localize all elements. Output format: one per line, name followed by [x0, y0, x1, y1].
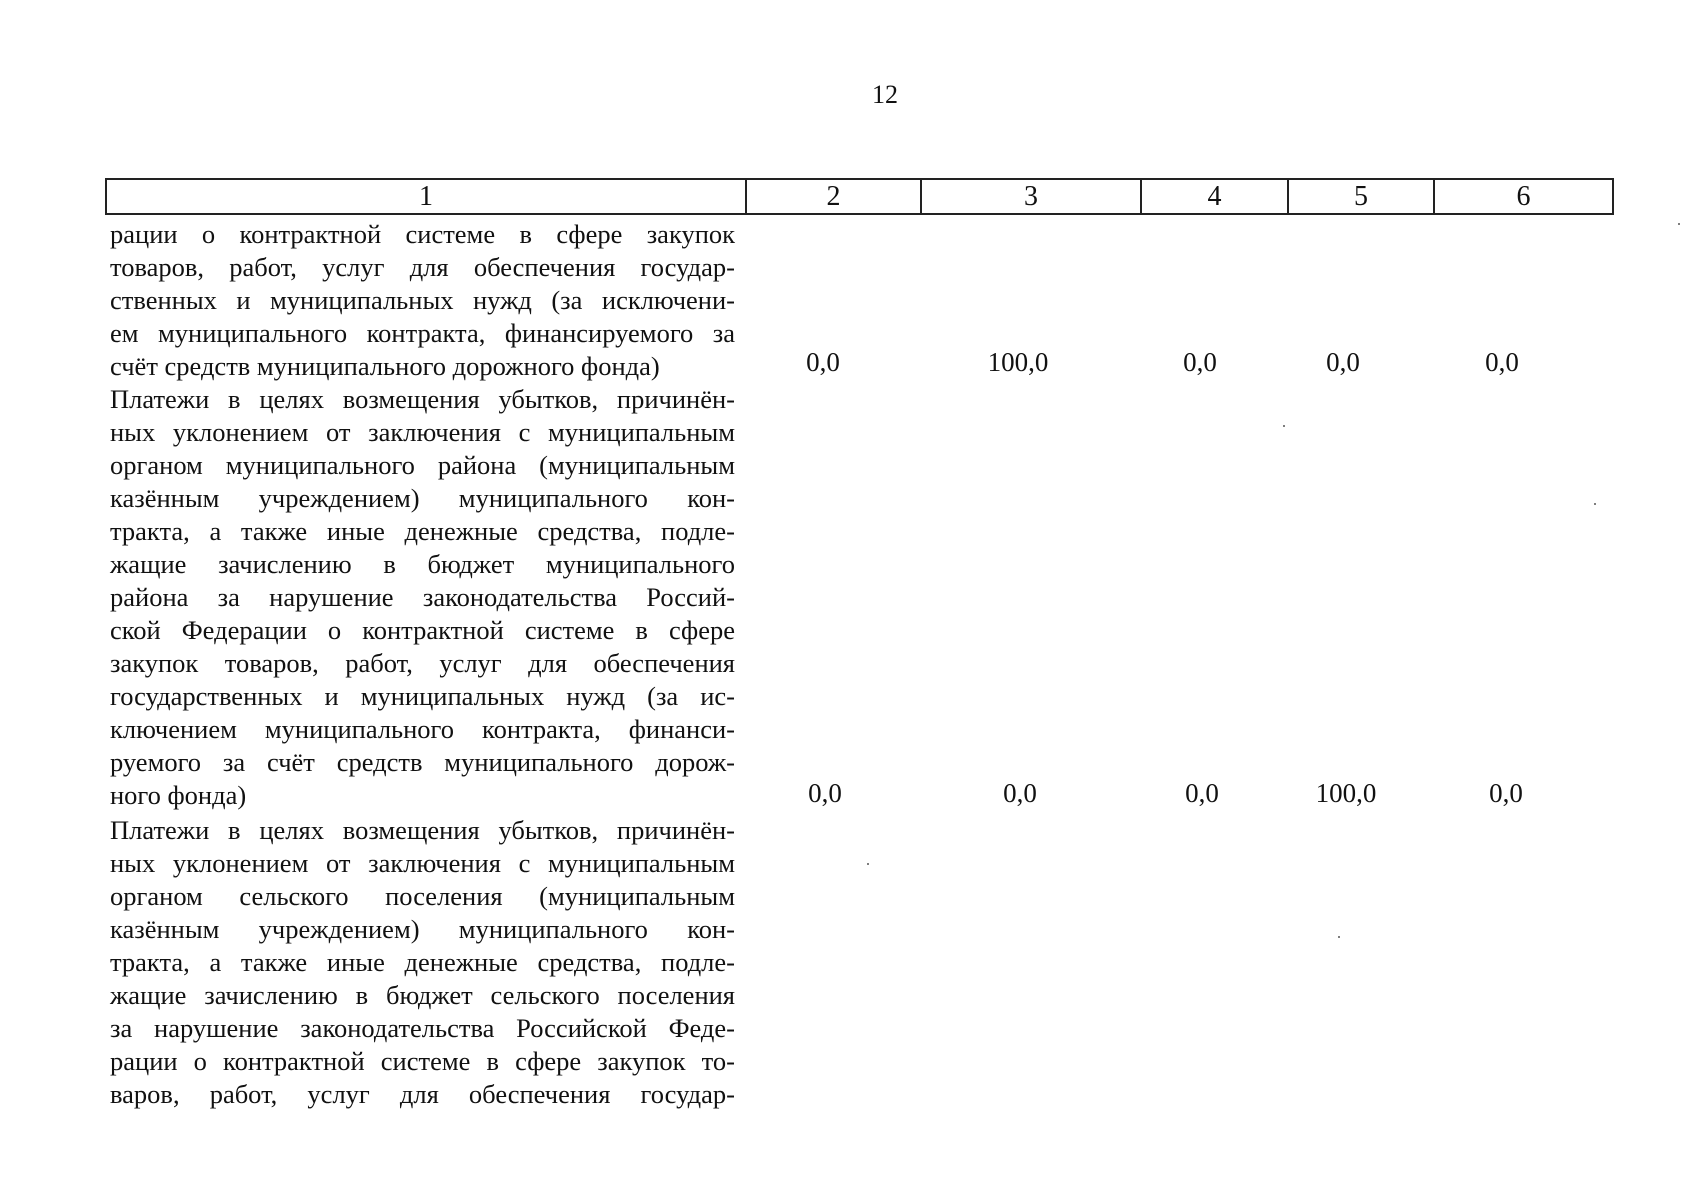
- row-2-value-col6: 0,0: [1489, 778, 1523, 808]
- text-line: казённым учреждением) муниципального кон-: [110, 914, 735, 944]
- row-1-value-col5: 0,0: [1326, 347, 1360, 377]
- row-2-value-col4: 0,0: [1185, 778, 1219, 808]
- row-1-value-col3: 100,0: [987, 347, 1049, 377]
- scan-speck: [1338, 936, 1340, 938]
- text-line: ного фонда): [110, 780, 247, 810]
- row-2-value-col3: 0,0: [1003, 778, 1037, 808]
- scan-speck: [1594, 503, 1596, 505]
- header-cell-3: 3: [921, 179, 1141, 214]
- text-line: руемого за счёт средств муниципального дорож-: [110, 747, 735, 777]
- scan-speck: [867, 863, 869, 865]
- text-line: казённым учреждением) муниципального кон-: [110, 483, 735, 513]
- text-line: варов, работ, услуг для обеспечения государ-: [110, 1079, 735, 1109]
- scan-speck: [1283, 425, 1285, 427]
- row-2-values: [0, 777, 1696, 810]
- row-2-description: [110, 383, 735, 812]
- header-cell-5: 5: [1288, 179, 1434, 214]
- text-line: жащие зачислению в бюджет муниципального: [110, 549, 735, 579]
- text-line: за нарушение законодательства Российской Феде-: [110, 1013, 735, 1043]
- header-cell-2: 2: [746, 179, 921, 214]
- text-line: рации о контрактной системе в сфере закупок то-: [110, 1046, 735, 1076]
- header-cell-6: 6: [1434, 179, 1613, 214]
- row-3-description: [110, 814, 735, 1111]
- header-cell-4: 4: [1141, 179, 1288, 214]
- row-1-value-col2: 0,0: [806, 347, 840, 377]
- text-line: Платежи в целях возмещения убытков, причинён-: [110, 384, 735, 414]
- row-1-value-col6: 0,0: [1485, 347, 1519, 377]
- text-line: ных уклонением от заключения с муниципальным: [110, 417, 735, 447]
- text-line: района за нарушение законодательства Россий-: [110, 582, 735, 612]
- text-line: ных уклонением от заключения с муниципальным: [110, 848, 735, 878]
- text-line: рации о контрактной системе в сфере закупок: [110, 219, 735, 249]
- text-line: органом сельского поселения (муниципальным: [110, 881, 735, 911]
- text-line: ственных и муниципальных нужд (за исключени-: [110, 285, 735, 315]
- row-2-value-col2: 0,0: [808, 778, 842, 808]
- text-line: ем муниципального контракта, финансируемого за: [110, 318, 735, 348]
- text-line: ской Федерации о контрактной системе в сфере: [110, 615, 735, 645]
- page-number: 12: [872, 80, 898, 109]
- text-line: счёт средств муниципального дорожного фонда): [110, 351, 660, 381]
- text-line: ключением муниципального контракта, финанси-: [110, 714, 735, 744]
- text-line: государственных и муниципальных нужд (за ис-: [110, 681, 735, 711]
- scan-speck: [1678, 223, 1680, 225]
- table-header: [105, 178, 1614, 215]
- text-line: тракта, а также иные денежные средства, подле-: [110, 516, 735, 546]
- text-line: закупок товаров, работ, услуг для обеспечения: [110, 648, 735, 678]
- text-line: Платежи в целях возмещения убытков, причинён-: [110, 815, 735, 845]
- text-line: жащие зачислению в бюджет сельского поселения: [110, 980, 735, 1010]
- header-row: [106, 179, 1613, 214]
- text-line: органом муниципального района (муниципальным: [110, 450, 735, 480]
- text-line: тракта, а также иные денежные средства, подле-: [110, 947, 735, 977]
- row-2-value-col5: 100,0: [1315, 778, 1377, 808]
- header-cell-1: 1: [106, 179, 746, 214]
- text-line: товаров, работ, услуг для обеспечения государ-: [110, 252, 735, 282]
- row-1-values: [0, 346, 1696, 379]
- row-1-value-col4: 0,0: [1183, 347, 1217, 377]
